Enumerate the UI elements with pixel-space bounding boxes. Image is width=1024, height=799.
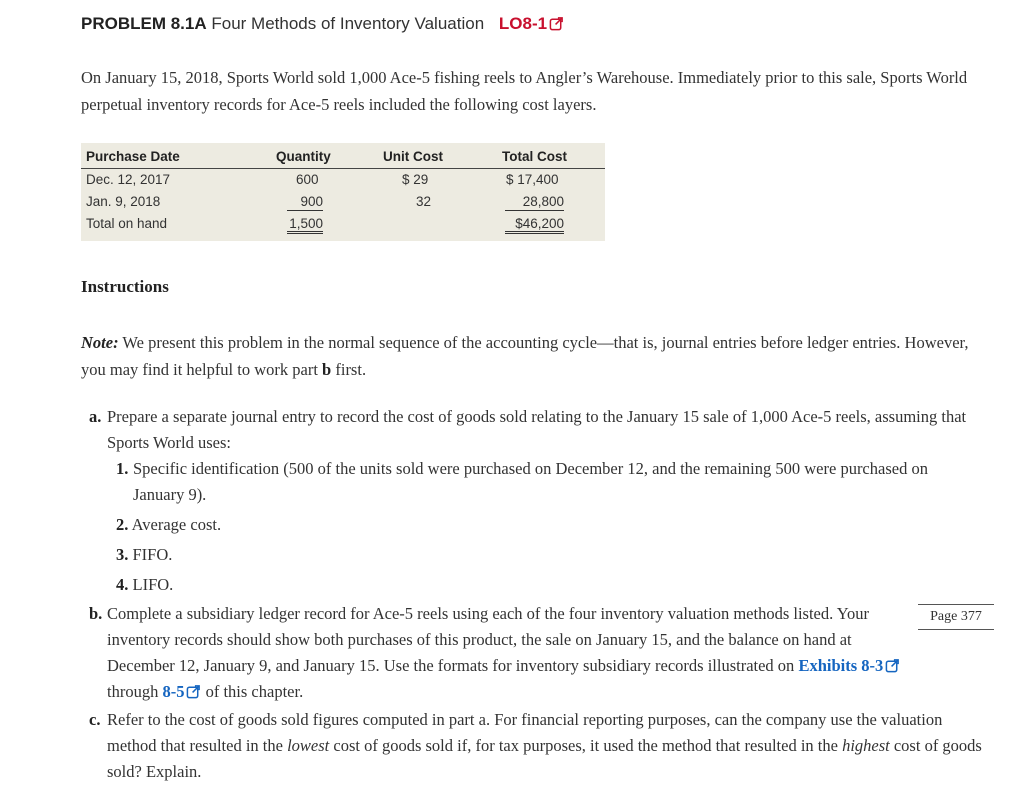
part-b-label-wrap (89, 601, 102, 627)
exhibits-8-3-label: Exhibits 8-3 (798, 656, 884, 675)
learning-objective-label: LO8-1 (498, 14, 548, 33)
note-text: We present this problem in the normal sequence of the accounting cycle—that is, journal entries before ledger entries. However, you may find it helpful to work part (81, 333, 969, 379)
external-link-icon (549, 16, 564, 31)
row2-total-cost: 28,800 (505, 194, 564, 211)
item4-number: 4. (116, 575, 129, 594)
part-c-body2: cost of goods sold if, for tax purposes, it used the method that resulted in the (333, 736, 838, 755)
row3-quantity: 1,500 (287, 216, 323, 234)
part-a-text: Prepare a separate journal entry to record the cost of goods sold relating to the January 15 sale of 1,000 Ace-5 reels, assuming that Sports World uses: (107, 407, 967, 452)
row2-unit-cost: 32 (416, 194, 432, 209)
row1-unit-cost: $ 29 (402, 172, 429, 187)
item2-text: Average cost. (131, 515, 222, 534)
note-label: Note: (81, 333, 119, 352)
row3-date: Total on hand (86, 216, 168, 231)
item3-number: 3. (116, 545, 129, 564)
exhibit-8-5-link[interactable] (162, 682, 201, 701)
part-b-through: through (107, 682, 159, 701)
page-marker: Page 377 (918, 604, 994, 630)
part-b-end: of this chapter. (205, 682, 304, 701)
instructions-heading: Instructions (81, 277, 169, 296)
item1-number: 1. (116, 459, 129, 478)
item4-text: LIFO. (132, 575, 174, 594)
part-a-item3 (116, 542, 172, 568)
intro-paragraph: On January 15, 2018, Sports World sold 1,000 Ace-5 fishing reels to Angler’s Warehouse. Immediately prior to this sale, Sports World perpetual inventory records for Ace-5 reels included the following cost layers. (81, 68, 968, 114)
part-c-emphasis-lowest: lowest (287, 736, 330, 755)
part-c-label: c. (89, 710, 101, 729)
external-link-icon (885, 658, 900, 673)
problem-header (81, 14, 564, 34)
header-divider (81, 168, 605, 169)
cost-layers-table (81, 143, 605, 241)
exhibit-8-5-label: 8-5 (162, 682, 185, 701)
problem-label: PROBLEM 8.1A (81, 14, 207, 33)
part-b-text (107, 601, 912, 705)
part-b-label: b. (89, 604, 103, 623)
item2-number: 2. (116, 515, 129, 534)
learning-objective-link[interactable] (499, 14, 564, 33)
row2-date: Jan. 9, 2018 (86, 194, 161, 209)
row1-date: Dec. 12, 2017 (86, 172, 171, 187)
part-c-body3: cost of goods sold? Explain. (107, 736, 982, 781)
note-text-end: first. (335, 360, 367, 379)
part-a-label: a. (89, 407, 102, 426)
row1-quantity: 600 (296, 172, 319, 187)
column-header-unit-cost: Unit Cost (383, 149, 443, 164)
note-paragraph (81, 329, 981, 383)
column-header-total-cost: Total Cost (502, 149, 567, 164)
part-a-item1-text: Specific identification (500 of the units sold were purchased on December 12, and the remaining 500 were purchased on January 9). (133, 459, 928, 504)
note-bold-part: b (322, 360, 332, 379)
column-header-quantity: Quantity (276, 149, 331, 164)
part-b-body: Complete a subsidiary ledger record for Ace-5 reels using each of the four inventory valuation methods listed. Your inventory records should show both purchases of this product, the sale on January 15, and the balance on hand at December 12, January 9, and January 15. Use the formats for inventory subsidiary records illustrated on (107, 604, 870, 675)
row1-total-cost: $ 17,400 (506, 172, 559, 187)
part-a-item2 (116, 512, 221, 538)
part-c-emphasis-highest: highest (842, 736, 890, 755)
external-link-icon (186, 684, 201, 699)
part-c-text (107, 707, 987, 785)
part-c-body1: Refer to the cost of goods sold figures computed in part a. For financial reporting purposes, can the company use the valuation method that resulted in the (107, 710, 943, 755)
column-header-purchase-date: Purchase Date (86, 149, 180, 164)
item3-text: FIFO. (132, 545, 173, 564)
problem-title: Four Methods of Inventory Valuation (211, 14, 485, 33)
part-c-label-wrap (89, 707, 100, 733)
row3-total-cost: $46,200 (505, 216, 564, 234)
part-a-item4 (116, 572, 173, 598)
exhibits-8-3-link[interactable] (798, 656, 900, 675)
row2-quantity: 900 (287, 194, 323, 211)
